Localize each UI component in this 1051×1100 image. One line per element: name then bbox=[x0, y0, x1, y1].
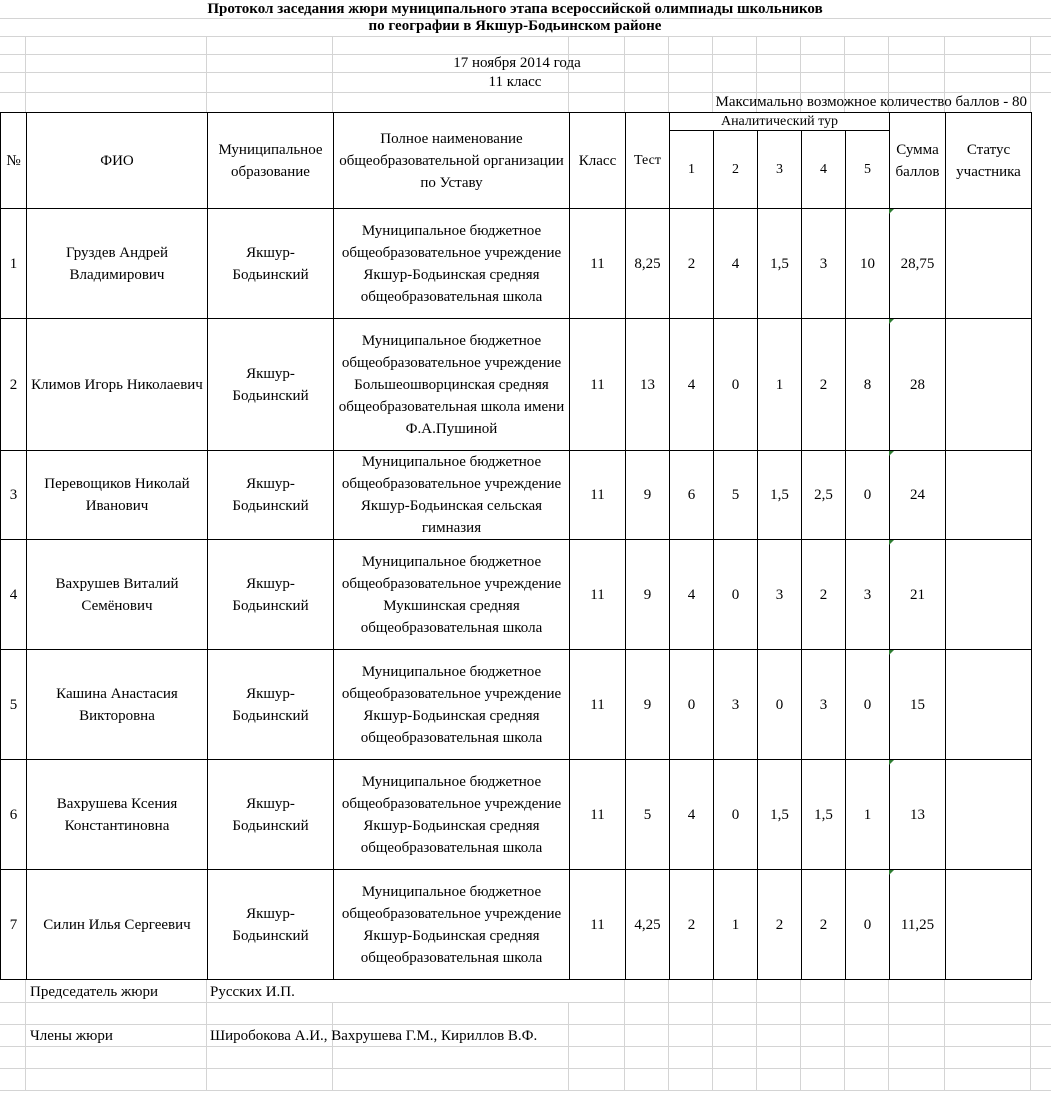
cell-class: 11 bbox=[570, 451, 626, 540]
gridline bbox=[0, 1002, 1051, 1003]
cell-organization: Муниципальное бюджетное общеобразовательное учреждение Якшур-Бодьинская средняя общеобразовательная школа bbox=[334, 209, 570, 319]
cell-municipality: Якшур-Бодьинский bbox=[208, 760, 334, 870]
cell-num: 3 bbox=[1, 451, 27, 540]
header-num: № bbox=[1, 113, 27, 209]
header-analytic-1: 1 bbox=[670, 131, 714, 209]
gridline bbox=[568, 1002, 569, 1090]
gridline bbox=[756, 980, 757, 1090]
cell-marker bbox=[889, 209, 894, 214]
cell-class: 11 bbox=[570, 319, 626, 451]
cell-marker bbox=[889, 650, 894, 655]
cell-analytic-3: 0 bbox=[758, 650, 802, 760]
cell-status bbox=[946, 540, 1032, 650]
cell-analytic-3: 1,5 bbox=[758, 209, 802, 319]
cell-analytic-1: 2 bbox=[670, 870, 714, 980]
cell-analytic-3: 2 bbox=[758, 870, 802, 980]
cell-analytic-4: 3 bbox=[802, 650, 846, 760]
cell-analytic-1: 4 bbox=[670, 540, 714, 650]
cell-municipality: Якшур-Бодьинский bbox=[208, 451, 334, 540]
protocol-date: 17 ноября 2014 года bbox=[453, 55, 581, 71]
cell-analytic-5: 1 bbox=[846, 760, 890, 870]
cell-marker bbox=[889, 451, 894, 456]
cell-analytic-4: 2,5 bbox=[802, 451, 846, 540]
jury-members-value: Широбокова А.И., Вахрушева Г.М., Кириллов В.Ф. bbox=[210, 1028, 538, 1044]
cell-sum: 15 bbox=[890, 650, 946, 760]
cell-organization: Муниципальное бюджетное общеобразовательное учреждение Якшур-Бодьинская средняя общеобразовательная школа bbox=[334, 650, 570, 760]
header-name: ФИО bbox=[27, 113, 208, 209]
cell-municipality: Якшур-Бодьинский bbox=[208, 870, 334, 980]
cell-organization: Муниципальное бюджетное общеобразовательное учреждение Якшур-Бодьинская сельская гимназия bbox=[334, 451, 570, 540]
gridline bbox=[712, 980, 713, 1090]
table-row bbox=[1, 650, 1032, 760]
cell-num: 4 bbox=[1, 540, 27, 650]
header-class: Класс bbox=[570, 113, 626, 209]
cell-name: Вахрушева Ксения Константиновна bbox=[27, 760, 208, 870]
table-row bbox=[1, 319, 1032, 451]
cell-num: 5 bbox=[1, 650, 27, 760]
cell-status bbox=[946, 650, 1032, 760]
cell-status bbox=[946, 870, 1032, 980]
cell-test: 4,25 bbox=[626, 870, 670, 980]
cell-class: 11 bbox=[570, 209, 626, 319]
document-title-line1: Протокол заседания жюри муниципального этапа всероссийской олимпиады школьников bbox=[207, 1, 823, 17]
cell-analytic-5: 0 bbox=[846, 451, 890, 540]
gridline bbox=[844, 980, 845, 1090]
header-analytic-4: 4 bbox=[802, 131, 846, 209]
cell-sum: 24 bbox=[890, 451, 946, 540]
cell-analytic-2: 5 bbox=[714, 451, 758, 540]
cell-analytic-3: 1,5 bbox=[758, 760, 802, 870]
document-title-line2: по географии в Якшур-Бодьинском районе bbox=[368, 18, 662, 34]
header-analytic-5: 5 bbox=[846, 131, 890, 209]
cell-organization: Муниципальное бюджетное общеобразовательное учреждение Мукшинская средняя общеобразовательная школа bbox=[334, 540, 570, 650]
max-points-note: Максимально возможное количество баллов - 80 bbox=[715, 94, 1027, 110]
gridline bbox=[1030, 36, 1031, 112]
cell-analytic-4: 2 bbox=[802, 540, 846, 650]
gridline bbox=[800, 980, 801, 1090]
cell-num: 1 bbox=[1, 209, 27, 319]
header-test: Тест bbox=[626, 113, 670, 209]
table-header-row bbox=[1, 113, 1032, 131]
gridline bbox=[206, 980, 207, 1090]
gridline bbox=[25, 980, 26, 1090]
cell-status bbox=[946, 760, 1032, 870]
cell-analytic-2: 0 bbox=[714, 760, 758, 870]
header-municipality: Муниципальное образование bbox=[208, 113, 334, 209]
cell-test: 8,25 bbox=[626, 209, 670, 319]
cell-municipality: Якшур-Бодьинский bbox=[208, 209, 334, 319]
cell-analytic-2: 3 bbox=[714, 650, 758, 760]
cell-analytic-1: 0 bbox=[670, 650, 714, 760]
cell-name: Кашина Анастасия Викторовна bbox=[27, 650, 208, 760]
cell-organization: Муниципальное бюджетное общеобразовательное учреждение Якшур-Бодьинская средняя общеобразовательная школа bbox=[334, 870, 570, 980]
cell-test: 9 bbox=[626, 451, 670, 540]
cell-analytic-1: 2 bbox=[670, 209, 714, 319]
gridline bbox=[1030, 980, 1031, 1090]
cell-marker bbox=[889, 540, 894, 545]
gridline bbox=[0, 1090, 1051, 1091]
gridline bbox=[624, 980, 625, 1090]
cell-name: Климов Игорь Николаевич bbox=[27, 319, 208, 451]
table-row bbox=[1, 870, 1032, 980]
header-analytic-3: 3 bbox=[758, 131, 802, 209]
cell-sum: 21 bbox=[890, 540, 946, 650]
cell-marker bbox=[889, 319, 894, 324]
gridline bbox=[668, 980, 669, 1090]
cell-sum: 13 bbox=[890, 760, 946, 870]
gridline bbox=[888, 980, 889, 1090]
cell-test: 13 bbox=[626, 319, 670, 451]
cell-sum: 11,25 bbox=[890, 870, 946, 980]
cell-analytic-5: 3 bbox=[846, 540, 890, 650]
cell-analytic-3: 1 bbox=[758, 319, 802, 451]
cell-analytic-5: 10 bbox=[846, 209, 890, 319]
gridline bbox=[0, 1046, 1051, 1047]
cell-name: Вахрушев Виталий Семёнович bbox=[27, 540, 208, 650]
header-analytic-tour: Аналитический тур bbox=[670, 113, 890, 131]
header-status: Статус участника bbox=[946, 113, 1032, 209]
gridline bbox=[0, 36, 1051, 37]
gridline bbox=[332, 1002, 333, 1090]
cell-analytic-1: 4 bbox=[670, 319, 714, 451]
cell-name: Силин Илья Сергеевич bbox=[27, 870, 208, 980]
cell-test: 9 bbox=[626, 540, 670, 650]
cell-test: 5 bbox=[626, 760, 670, 870]
cell-num: 2 bbox=[1, 319, 27, 451]
cell-analytic-2: 4 bbox=[714, 209, 758, 319]
jury-members-label: Члены жюри bbox=[30, 1028, 113, 1044]
cell-class: 11 bbox=[570, 540, 626, 650]
cell-analytic-1: 4 bbox=[670, 760, 714, 870]
cell-analytic-3: 3 bbox=[758, 540, 802, 650]
cell-organization: Муниципальное бюджетное общеобразовательное учреждение Большеошворцинская средняя общеобразовательная школа имени Ф.А.Пушиной bbox=[334, 319, 570, 451]
table-row bbox=[1, 760, 1032, 870]
jury-chair-value: Русских И.П. bbox=[210, 984, 295, 1000]
cell-analytic-2: 0 bbox=[714, 540, 758, 650]
cell-marker bbox=[889, 870, 894, 875]
cell-class: 11 bbox=[570, 760, 626, 870]
cell-test: 9 bbox=[626, 650, 670, 760]
cell-analytic-2: 1 bbox=[714, 870, 758, 980]
cell-analytic-4: 3 bbox=[802, 209, 846, 319]
cell-class: 11 bbox=[570, 650, 626, 760]
header-analytic-2: 2 bbox=[714, 131, 758, 209]
cell-analytic-4: 2 bbox=[802, 319, 846, 451]
gridline bbox=[0, 1068, 1051, 1069]
cell-organization: Муниципальное бюджетное общеобразовательное учреждение Якшур-Бодьинская средняя общеобразовательная школа bbox=[334, 760, 570, 870]
gridline bbox=[0, 1024, 1051, 1025]
cell-municipality: Якшур-Бодьинский bbox=[208, 650, 334, 760]
header-sum: Сумма баллов bbox=[890, 113, 946, 209]
table-row bbox=[1, 209, 1032, 319]
cell-analytic-5: 8 bbox=[846, 319, 890, 451]
cell-analytic-2: 0 bbox=[714, 319, 758, 451]
cell-analytic-3: 1,5 bbox=[758, 451, 802, 540]
cell-class: 11 bbox=[570, 870, 626, 980]
cell-analytic-4: 1,5 bbox=[802, 760, 846, 870]
cell-status bbox=[946, 451, 1032, 540]
cell-status bbox=[946, 209, 1032, 319]
header-organization: Полное наименование общеобразовательной организации по Уставу bbox=[334, 113, 570, 209]
cell-name: Груздев Андрей Владимирович bbox=[27, 209, 208, 319]
cell-analytic-1: 6 bbox=[670, 451, 714, 540]
table-row bbox=[1, 451, 1032, 540]
cell-analytic-5: 0 bbox=[846, 650, 890, 760]
cell-marker bbox=[889, 760, 894, 765]
grade-label: 11 класс bbox=[488, 74, 542, 90]
cell-num: 7 bbox=[1, 870, 27, 980]
cell-sum: 28,75 bbox=[890, 209, 946, 319]
cell-sum: 28 bbox=[890, 319, 946, 451]
cell-analytic-5: 0 bbox=[846, 870, 890, 980]
gridline bbox=[944, 980, 945, 1090]
cell-municipality: Якшур-Бодьинский bbox=[208, 540, 334, 650]
cell-analytic-4: 2 bbox=[802, 870, 846, 980]
cell-municipality: Якшур-Бодьинский bbox=[208, 319, 334, 451]
cell-status bbox=[946, 319, 1032, 451]
cell-num: 6 bbox=[1, 760, 27, 870]
table-row bbox=[1, 540, 1032, 650]
cell-name: Перевощиков Николай Иванович bbox=[27, 451, 208, 540]
jury-chair-label: Председатель жюри bbox=[30, 984, 159, 1000]
results-table bbox=[0, 112, 1032, 980]
